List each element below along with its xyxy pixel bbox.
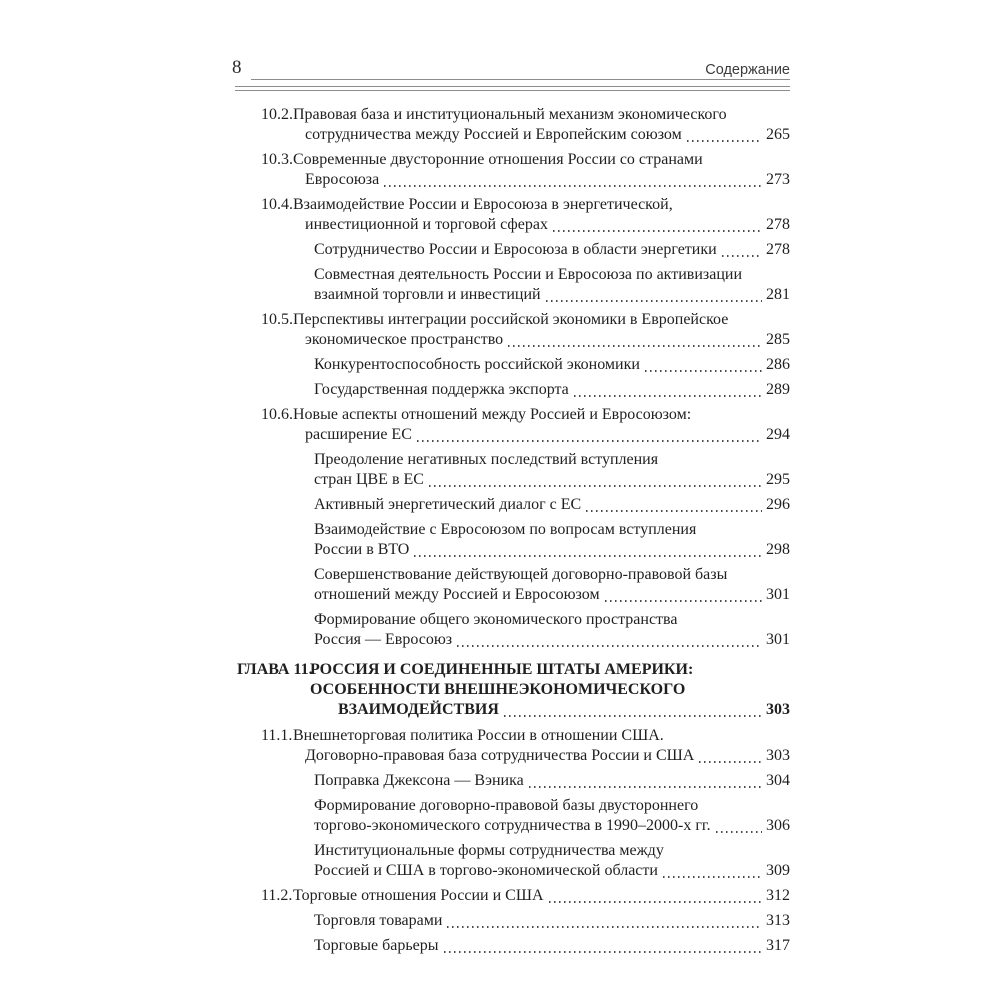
toc-subentry	[235, 495, 790, 515]
toc-entry-text: Перспективы интеграции российской экономики в Европейское	[293, 311, 729, 328]
dot-leader	[605, 600, 762, 602]
toc-entry-text: Современные двусторонние отношения России со странами	[293, 151, 703, 168]
toc-subentry	[235, 240, 790, 260]
toc-line	[314, 470, 790, 490]
toc-entry-text: Договорно-правовая база сотрудничества России и США	[305, 747, 695, 764]
toc-entry-text: сотрудничества между Россией и Европейским союзом	[305, 126, 682, 143]
dot-leader	[384, 185, 762, 187]
toc-subentry	[235, 796, 790, 836]
toc-entry-page: 278	[766, 241, 790, 258]
dot-leader	[553, 230, 762, 232]
toc-entry-page: 303	[766, 747, 790, 764]
toc-line	[261, 105, 790, 125]
toc-line	[261, 405, 790, 425]
dot-leader	[508, 345, 762, 347]
toc-line	[314, 911, 790, 931]
toc-entry-page: 289	[766, 381, 790, 398]
toc-entry-page: 306	[766, 817, 790, 834]
toc-entry-number: 11.2.	[261, 887, 293, 904]
toc-entry-page: 285	[766, 331, 790, 348]
toc-entry-text: Евросоюза	[305, 171, 380, 188]
toc-entry-text: Совместная деятельность России и Евросоюза по активизации	[314, 266, 743, 283]
toc-entry	[235, 310, 790, 350]
toc-subentry	[235, 520, 790, 560]
dot-leader	[549, 901, 762, 903]
toc-line	[314, 771, 790, 791]
dot-leader	[504, 715, 762, 717]
toc-entry	[235, 195, 790, 235]
toc-entry-text: Россией и США в торгово-экономической области	[314, 862, 658, 879]
toc-chapter-text: РОССИЯ И СОЕДИНЕННЫЕ ШТАТЫ АМЕРИКИ:	[310, 661, 694, 678]
toc-entry-number: 10.3.	[261, 151, 293, 168]
toc-line	[293, 425, 790, 445]
toc-entry-page: 309	[766, 862, 790, 879]
toc-entry-text: Правовая база и институциональный механизм экономического	[293, 106, 727, 123]
dot-leader	[447, 926, 762, 928]
toc-entry-page: 312	[766, 887, 790, 904]
dot-leader	[687, 140, 762, 142]
toc-entry	[235, 886, 790, 906]
running-title: Содержание	[705, 62, 790, 78]
toc-entry	[235, 150, 790, 190]
toc-line	[314, 285, 790, 305]
toc-entry-number: 10.5.	[261, 311, 293, 328]
toc-entry-text: экономическое пространство	[305, 331, 504, 348]
dot-leader	[546, 300, 762, 302]
toc-entry-text: Взаимодействие России и Евросоюза в энергетической,	[293, 196, 673, 213]
toc-entry-page: 294	[766, 426, 790, 443]
toc-entry-page: 281	[766, 286, 790, 303]
dot-leader	[529, 786, 762, 788]
toc-subentry	[235, 450, 790, 490]
dot-leader	[645, 370, 762, 372]
table-of-contents	[235, 105, 790, 956]
toc-entry-text: Россия — Евросоюз	[314, 631, 453, 648]
toc-entry-text: Торговые барьеры	[314, 937, 439, 954]
toc-entry-text: торгово-экономического сотрудничества в 1990–2000-х гг.	[314, 817, 711, 834]
dot-leader	[716, 831, 762, 833]
toc-chapter-entry	[235, 660, 790, 720]
dot-leader	[699, 761, 762, 763]
toc-entry-page: 296	[766, 496, 790, 513]
toc-entry-text: стран ЦВЕ в ЕС	[314, 471, 424, 488]
toc-line	[310, 680, 790, 700]
toc-entry-text: Торговля товарами	[314, 912, 443, 929]
toc-entry-number: 10.4.	[261, 196, 293, 213]
toc-line	[314, 630, 790, 650]
toc-entry-text: Государственная поддержка экспорта	[314, 381, 569, 398]
toc-entry-page: 303	[766, 701, 790, 718]
toc-subentry	[235, 911, 790, 931]
toc-line	[314, 450, 790, 470]
toc-entry-text: Преодоление негативных последствий вступления	[314, 451, 659, 468]
toc-line	[314, 861, 790, 881]
toc-entry-text: Новые аспекты отношений между Россией и Евросоюзом:	[293, 406, 692, 423]
toc-line	[261, 310, 790, 330]
toc-entry-text: инвестиционной и торговой сферах	[305, 216, 548, 233]
toc-entry-page: 278	[766, 216, 790, 233]
toc-chapter-text: ВЗАИМОДЕЙСТВИЯ	[338, 701, 499, 718]
toc-line	[293, 330, 790, 350]
toc-entry-text: Институциональные формы сотрудничества между	[314, 842, 664, 859]
toc-entry-page: 301	[766, 586, 790, 603]
dot-leader	[414, 555, 762, 557]
toc-line	[314, 585, 790, 605]
header-rule-single	[251, 79, 790, 80]
toc-subentry	[235, 936, 790, 956]
toc-subentry	[235, 610, 790, 650]
toc-entry	[235, 726, 790, 766]
toc-entry	[235, 105, 790, 145]
toc-line	[261, 726, 790, 746]
toc-entry-text: Поправка Джексона — Вэника	[314, 772, 524, 789]
toc-entry-text: Формирование общего экономического пространства	[314, 611, 678, 628]
toc-subentry	[235, 380, 790, 400]
dot-leader	[574, 395, 762, 397]
toc-entry-text: Сотрудничество России и Евросоюза в области энергетики	[314, 241, 717, 258]
toc-line	[314, 610, 790, 630]
toc-line	[261, 150, 790, 170]
toc-line	[314, 240, 790, 260]
toc-subentry	[235, 265, 790, 305]
toc-entry-page: 313	[766, 912, 790, 929]
toc-entry-text: Активный энергетический диалог с ЕС	[314, 496, 582, 513]
toc-line	[314, 520, 790, 540]
toc-chapter-text: ОСОБЕННОСТИ ВНЕШНЕЭКОНОМИЧЕСКОГО	[310, 681, 686, 698]
page-number: 8	[232, 57, 242, 78]
toc-line	[293, 125, 790, 145]
toc-entry-text: Взаимодействие с Евросоюзом по вопросам вступления	[314, 521, 697, 538]
toc-entry-page: 286	[766, 356, 790, 373]
toc-line	[293, 215, 790, 235]
toc-entry-text: Формирование договорно-правовой базы двустороннего	[314, 797, 699, 814]
dot-leader	[457, 645, 762, 647]
toc-entry-number: 10.2.	[261, 106, 293, 123]
dot-leader	[444, 951, 762, 953]
toc-entry-text: России в ВТО	[314, 541, 410, 558]
toc-line	[314, 565, 790, 585]
toc-line	[314, 936, 790, 956]
header-rule-double	[235, 86, 790, 91]
running-header	[232, 57, 790, 92]
toc-entry-number: 11.1.	[261, 727, 293, 744]
toc-line	[314, 841, 790, 861]
toc-line	[314, 355, 790, 375]
toc-entry-page: 317	[766, 937, 790, 954]
toc-line	[314, 495, 790, 515]
toc-entry-page: 304	[766, 772, 790, 789]
toc-subentry	[235, 565, 790, 605]
dot-leader	[586, 510, 762, 512]
toc-entry-page: 265	[766, 126, 790, 143]
dot-leader	[429, 485, 762, 487]
toc-entry-page: 273	[766, 171, 790, 188]
toc-entry-text: Конкурентоспособность российской экономики	[314, 356, 640, 373]
toc-subentry	[235, 841, 790, 881]
page-content	[232, 57, 790, 961]
toc-line	[237, 660, 790, 680]
toc-line	[314, 796, 790, 816]
toc-line	[314, 816, 790, 836]
toc-line	[310, 700, 790, 720]
dot-leader	[663, 876, 762, 878]
toc-entry-text: отношений между Россией и Евросоюзом	[314, 586, 600, 603]
dot-leader	[722, 255, 762, 257]
toc-entry-page: 295	[766, 471, 790, 488]
toc-chapter-number: ГЛАВА 11.	[237, 661, 313, 678]
toc-entry-text: Внешнеторговая политика России в отношении США.	[293, 727, 664, 744]
toc-entry-text: Совершенствование действующей договорно-правовой базы	[314, 566, 728, 583]
toc-entry-text: расширение ЕС	[305, 426, 412, 443]
toc-subentry	[235, 355, 790, 375]
dot-leader	[417, 440, 762, 442]
toc-line	[261, 886, 790, 906]
toc-entry-page: 298	[766, 541, 790, 558]
toc-line	[314, 540, 790, 560]
toc-subentry	[235, 771, 790, 791]
toc-line	[314, 265, 790, 285]
toc-line	[314, 380, 790, 400]
toc-entry-number: 10.6.	[261, 406, 293, 423]
toc-entry	[235, 405, 790, 445]
toc-line	[293, 170, 790, 190]
toc-entry-page: 301	[766, 631, 790, 648]
toc-line	[261, 195, 790, 215]
toc-line	[293, 746, 790, 766]
toc-entry-text: Торговые отношения России и США	[293, 887, 544, 904]
toc-entry-text: взаимной торговли и инвестиций	[314, 286, 541, 303]
